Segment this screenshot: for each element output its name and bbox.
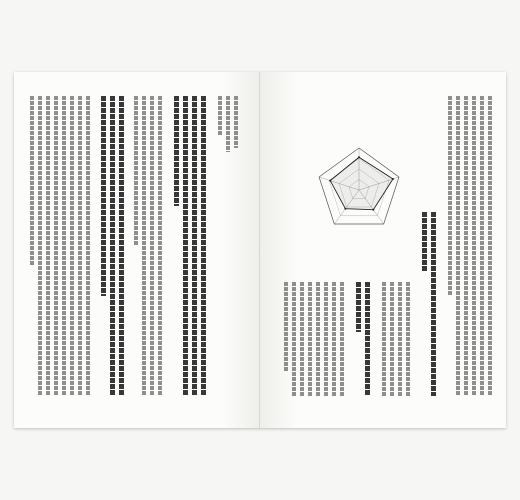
- book-spread: [14, 72, 506, 428]
- text-column: [142, 96, 146, 396]
- text-column: [340, 282, 344, 396]
- text-column: [234, 96, 238, 148]
- bold-text-column: [422, 212, 427, 272]
- text-column: [38, 96, 42, 396]
- bold-text-column: [201, 96, 206, 396]
- text-column: [46, 96, 50, 396]
- text-column: [488, 96, 492, 396]
- text-column: [30, 96, 34, 266]
- radar-data-point: [392, 178, 394, 180]
- text-column: [86, 96, 90, 396]
- text-column: [332, 282, 336, 396]
- radar-chart: [284, 112, 434, 272]
- text-column: [316, 282, 320, 396]
- bold-text-column: [183, 96, 188, 396]
- radar-data-point: [329, 180, 331, 182]
- text-column: [78, 96, 82, 396]
- text-column: [390, 282, 394, 396]
- text-column: [70, 96, 74, 396]
- text-column: [382, 282, 386, 396]
- text-column: [150, 96, 154, 396]
- text-column: [480, 96, 484, 396]
- text-column: [398, 282, 402, 396]
- text-column: [62, 96, 66, 396]
- text-column: [158, 96, 162, 396]
- text-column: [134, 96, 138, 246]
- bold-text-column: [119, 96, 124, 396]
- text-column: [308, 282, 312, 396]
- text-column: [472, 96, 476, 396]
- bold-text-column: [192, 96, 197, 396]
- bold-text-column: [356, 282, 361, 332]
- left-page: [14, 72, 260, 428]
- bold-text-column: [110, 96, 115, 396]
- text-column: [456, 96, 460, 396]
- text-column: [218, 96, 222, 136]
- text-column: [300, 282, 304, 396]
- text-column: [54, 96, 58, 396]
- bold-text-column: [174, 96, 179, 206]
- radar-chart-figure: [284, 112, 434, 272]
- text-column: [324, 282, 328, 396]
- radar-data-point: [344, 208, 346, 210]
- bold-text-column: [431, 212, 436, 396]
- text-column: [448, 96, 452, 296]
- text-column: [226, 96, 230, 152]
- text-column: [292, 282, 296, 396]
- radar-series: [329, 156, 394, 210]
- right-page: [260, 72, 506, 428]
- bold-text-column: [101, 96, 106, 296]
- text-column: [464, 96, 468, 396]
- bold-text-column: [365, 282, 370, 396]
- radar-data-point: [358, 156, 360, 158]
- radar-series-polygon: [330, 157, 393, 209]
- radar-data-point: [372, 209, 374, 211]
- text-column: [406, 282, 410, 396]
- text-column: [284, 282, 288, 372]
